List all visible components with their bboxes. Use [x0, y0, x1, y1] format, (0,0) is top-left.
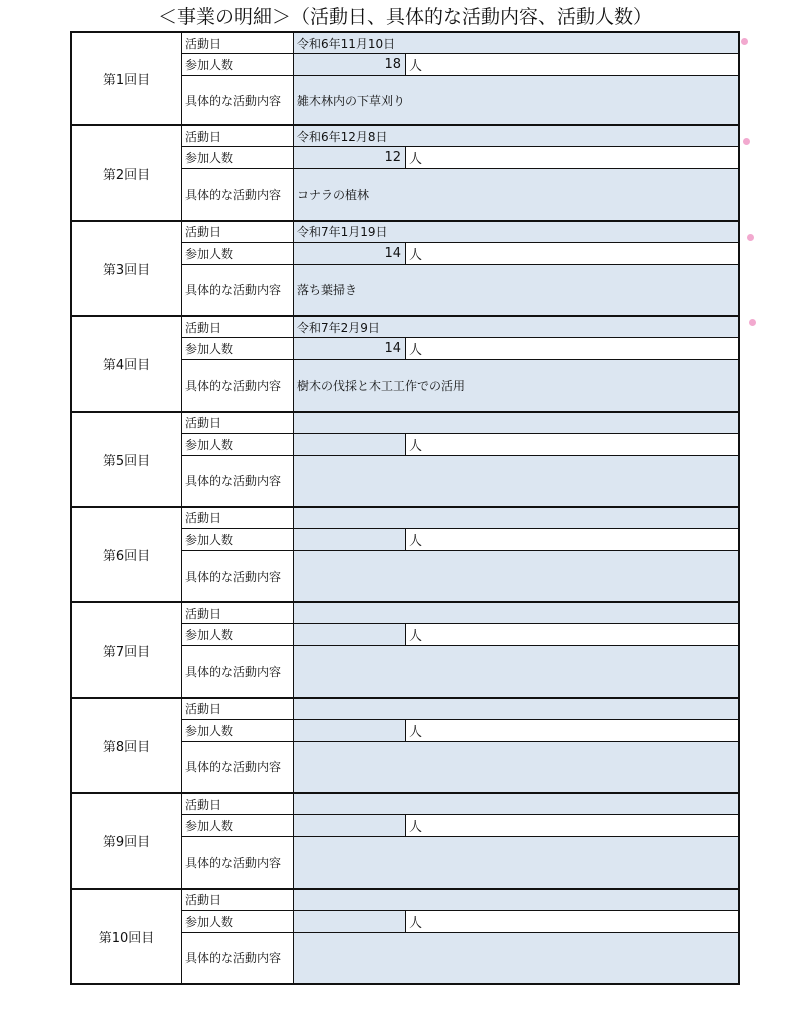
session-label: 第9回目 [72, 794, 182, 887]
participants-value[interactable]: 14 [294, 243, 406, 264]
session-label: 第2回目 [72, 126, 182, 219]
session-label: 第10回目 [72, 890, 182, 983]
date-value[interactable] [294, 603, 738, 623]
session-block [70, 794, 740, 889]
content-value[interactable]: コナラの植林 [294, 169, 738, 219]
participants-value[interactable] [294, 815, 406, 836]
content-row [182, 837, 738, 887]
participants-unit: 人 [406, 434, 738, 455]
date-row [182, 603, 738, 624]
session-block [70, 31, 740, 126]
date-row [182, 222, 738, 243]
content-key: 具体的な活動内容 [182, 456, 294, 506]
date-value[interactable] [294, 890, 738, 910]
participants-key: 参加人数 [182, 624, 294, 645]
participants-unit: 人 [406, 911, 738, 932]
participants-key: 参加人数 [182, 338, 294, 359]
session-label: 第8回目 [72, 699, 182, 792]
content-value[interactable] [294, 646, 738, 696]
participants-row [182, 338, 738, 360]
participants-key: 参加人数 [182, 529, 294, 550]
content-key: 具体的な活動内容 [182, 360, 294, 410]
content-key: 具体的な活動内容 [182, 169, 294, 219]
participants-unit: 人 [406, 147, 738, 168]
content-value[interactable]: 樹木の伐採と木工工作での活用 [294, 360, 738, 410]
content-row [182, 933, 738, 983]
participants-value[interactable]: 12 [294, 147, 406, 168]
date-key: 活動日 [182, 699, 294, 719]
content-key: 具体的な活動内容 [182, 933, 294, 983]
date-value[interactable] [294, 699, 738, 719]
content-value[interactable]: 雑木林内の下草刈り [294, 76, 738, 124]
content-row [182, 646, 738, 696]
date-key: 活動日 [182, 890, 294, 910]
participants-row [182, 911, 738, 933]
date-row [182, 413, 738, 434]
session-block [70, 317, 740, 412]
date-key: 活動日 [182, 794, 294, 814]
session-label: 第5回目 [72, 413, 182, 506]
participants-unit: 人 [406, 54, 738, 75]
date-value[interactable]: 令和6年12月8日 [294, 126, 738, 146]
session-label: 第3回目 [72, 222, 182, 315]
participants-key: 参加人数 [182, 147, 294, 168]
session-block [70, 603, 740, 698]
page-title: ＜事業の明細＞（活動日、具体的な活動内容、活動人数） [157, 6, 652, 28]
date-row [182, 890, 738, 911]
content-key: 具体的な活動内容 [182, 76, 294, 124]
date-row [182, 33, 738, 54]
date-value[interactable] [294, 794, 738, 814]
participants-unit: 人 [406, 243, 738, 264]
participants-key: 参加人数 [182, 815, 294, 836]
participants-row [182, 720, 738, 742]
content-row [182, 169, 738, 219]
participants-row [182, 529, 738, 551]
participants-row [182, 54, 738, 76]
content-row [182, 742, 738, 792]
participants-unit: 人 [406, 624, 738, 645]
content-key: 具体的な活動内容 [182, 551, 294, 601]
participants-key: 参加人数 [182, 54, 294, 75]
participants-row [182, 624, 738, 646]
session-block [70, 890, 740, 985]
content-value[interactable] [294, 456, 738, 506]
participants-unit: 人 [406, 815, 738, 836]
participants-unit: 人 [406, 529, 738, 550]
date-key: 活動日 [182, 33, 294, 53]
content-row [182, 456, 738, 506]
participants-value[interactable] [294, 529, 406, 550]
participants-value[interactable]: 14 [294, 338, 406, 359]
date-value[interactable] [294, 508, 738, 528]
date-key: 活動日 [182, 222, 294, 242]
activity-table [70, 31, 740, 985]
content-row [182, 265, 738, 315]
session-label: 第7回目 [72, 603, 182, 696]
marker-dot [747, 234, 754, 241]
date-row [182, 126, 738, 147]
content-row [182, 551, 738, 601]
content-value[interactable] [294, 742, 738, 792]
participants-key: 参加人数 [182, 911, 294, 932]
session-block [70, 126, 740, 221]
date-value[interactable]: 令和7年1月19日 [294, 222, 738, 242]
content-value[interactable] [294, 933, 738, 983]
participants-value[interactable]: 18 [294, 54, 406, 75]
participants-unit: 人 [406, 338, 738, 359]
date-value[interactable] [294, 413, 738, 433]
marker-dot [749, 319, 756, 326]
date-value[interactable]: 令和6年11月10日 [294, 33, 738, 53]
participants-row [182, 815, 738, 837]
participants-unit: 人 [406, 720, 738, 741]
participants-row [182, 243, 738, 265]
participants-value[interactable] [294, 624, 406, 645]
date-row [182, 508, 738, 529]
marker-dot [741, 38, 748, 45]
content-value[interactable]: 落ち葉掃き [294, 265, 738, 315]
participants-key: 参加人数 [182, 243, 294, 264]
content-value[interactable] [294, 837, 738, 887]
participants-value[interactable] [294, 434, 406, 455]
participants-row [182, 434, 738, 456]
participants-value[interactable] [294, 720, 406, 741]
content-key: 具体的な活動内容 [182, 837, 294, 887]
session-block [70, 413, 740, 508]
content-key: 具体的な活動内容 [182, 265, 294, 315]
session-block [70, 508, 740, 603]
date-row [182, 794, 738, 815]
marker-dot [743, 138, 750, 145]
date-key: 活動日 [182, 126, 294, 146]
participants-value[interactable] [294, 911, 406, 932]
date-row [182, 699, 738, 720]
content-row [182, 76, 738, 124]
date-key: 活動日 [182, 508, 294, 528]
date-row [182, 317, 738, 338]
content-value[interactable] [294, 551, 738, 601]
session-label: 第1回目 [72, 33, 182, 124]
date-key: 活動日 [182, 317, 294, 337]
date-value[interactable]: 令和7年2月9日 [294, 317, 738, 337]
content-row [182, 360, 738, 410]
session-label: 第4回目 [72, 317, 182, 410]
session-label: 第6回目 [72, 508, 182, 601]
content-key: 具体的な活動内容 [182, 646, 294, 696]
participants-key: 参加人数 [182, 720, 294, 741]
date-key: 活動日 [182, 413, 294, 433]
session-block [70, 222, 740, 317]
participants-key: 参加人数 [182, 434, 294, 455]
session-block [70, 699, 740, 794]
participants-row [182, 147, 738, 169]
date-key: 活動日 [182, 603, 294, 623]
content-key: 具体的な活動内容 [182, 742, 294, 792]
